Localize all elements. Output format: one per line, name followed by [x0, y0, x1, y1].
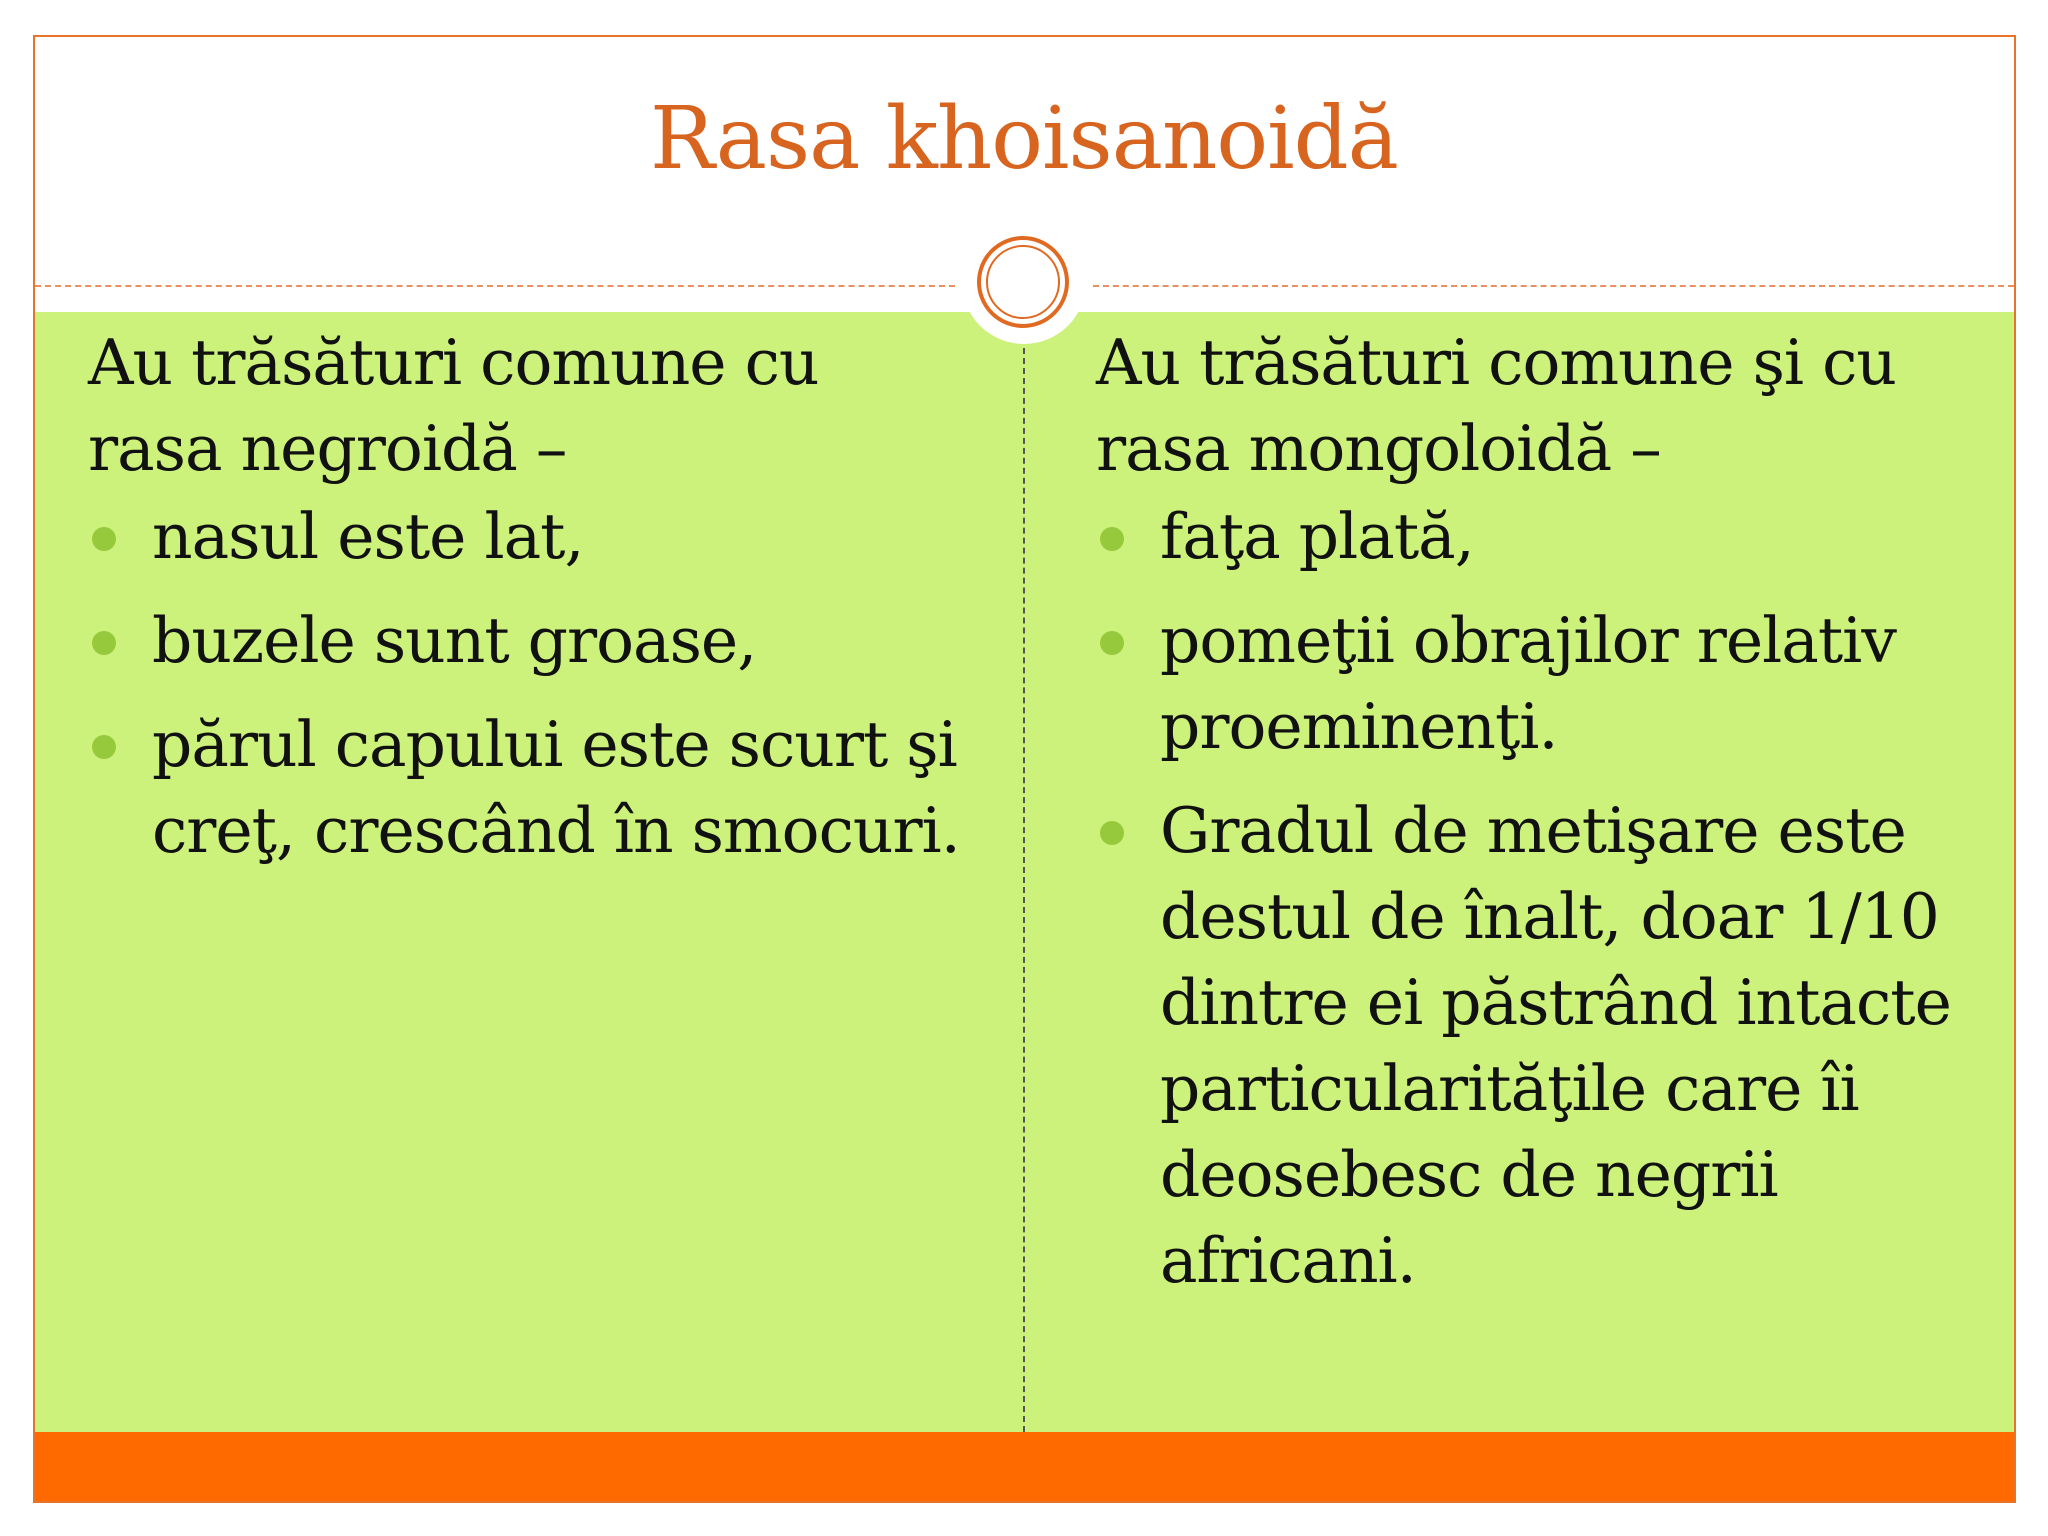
list-item-text: pomeţii obrajilor relativ proeminenţi. [1160, 604, 1896, 763]
title-separator-left [35, 285, 955, 287]
list-item-text: părul capului este scurt şi creţ, crescând în smocuri. [152, 708, 960, 867]
list-item-text: nasul este lat, [152, 500, 584, 573]
list-item [88, 598, 988, 684]
right-intro [1096, 320, 1996, 492]
list-item [1096, 788, 1996, 1304]
list-item-text: buzele sunt groase, [152, 604, 757, 677]
left-intro-line1: Au trăsături comune cu [88, 326, 819, 399]
left-bullet-list [88, 494, 988, 874]
list-item [88, 494, 988, 580]
slide-title: Rasa khoisanoidă [650, 89, 1398, 189]
right-intro-line1: Au trăsături comune şi cu [1096, 326, 1896, 399]
dot-bullet-icon [1100, 527, 1124, 551]
dot-bullet-icon [92, 527, 116, 551]
title-separator-right [1093, 285, 2014, 287]
dot-bullet-icon [92, 735, 116, 759]
dot-bullet-icon [92, 631, 116, 655]
list-item [1096, 598, 1996, 770]
right-column [1096, 320, 1996, 1322]
list-item-text: Gradul de metişare este destul de înalt, doar 1/10 dintre ei păstrând intacte particularităţile care îi deosebesc de negrii africani. [1160, 794, 1951, 1297]
left-intro [88, 320, 988, 492]
left-intro-line2: rasa negroidă – [88, 412, 567, 485]
inner-ring [986, 245, 1060, 319]
right-intro-line2: rasa mongoloidă – [1096, 412, 1661, 485]
list-item-text: faţa plată, [1160, 500, 1474, 573]
right-bullet-list [1096, 494, 1996, 1304]
list-item [88, 702, 988, 874]
dot-bullet-icon [1100, 821, 1124, 845]
list-item [1096, 494, 1996, 580]
left-column [88, 320, 988, 892]
column-divider [1023, 348, 1025, 1432]
bottom-accent-bar [35, 1432, 2014, 1501]
dot-bullet-icon [1100, 631, 1124, 655]
